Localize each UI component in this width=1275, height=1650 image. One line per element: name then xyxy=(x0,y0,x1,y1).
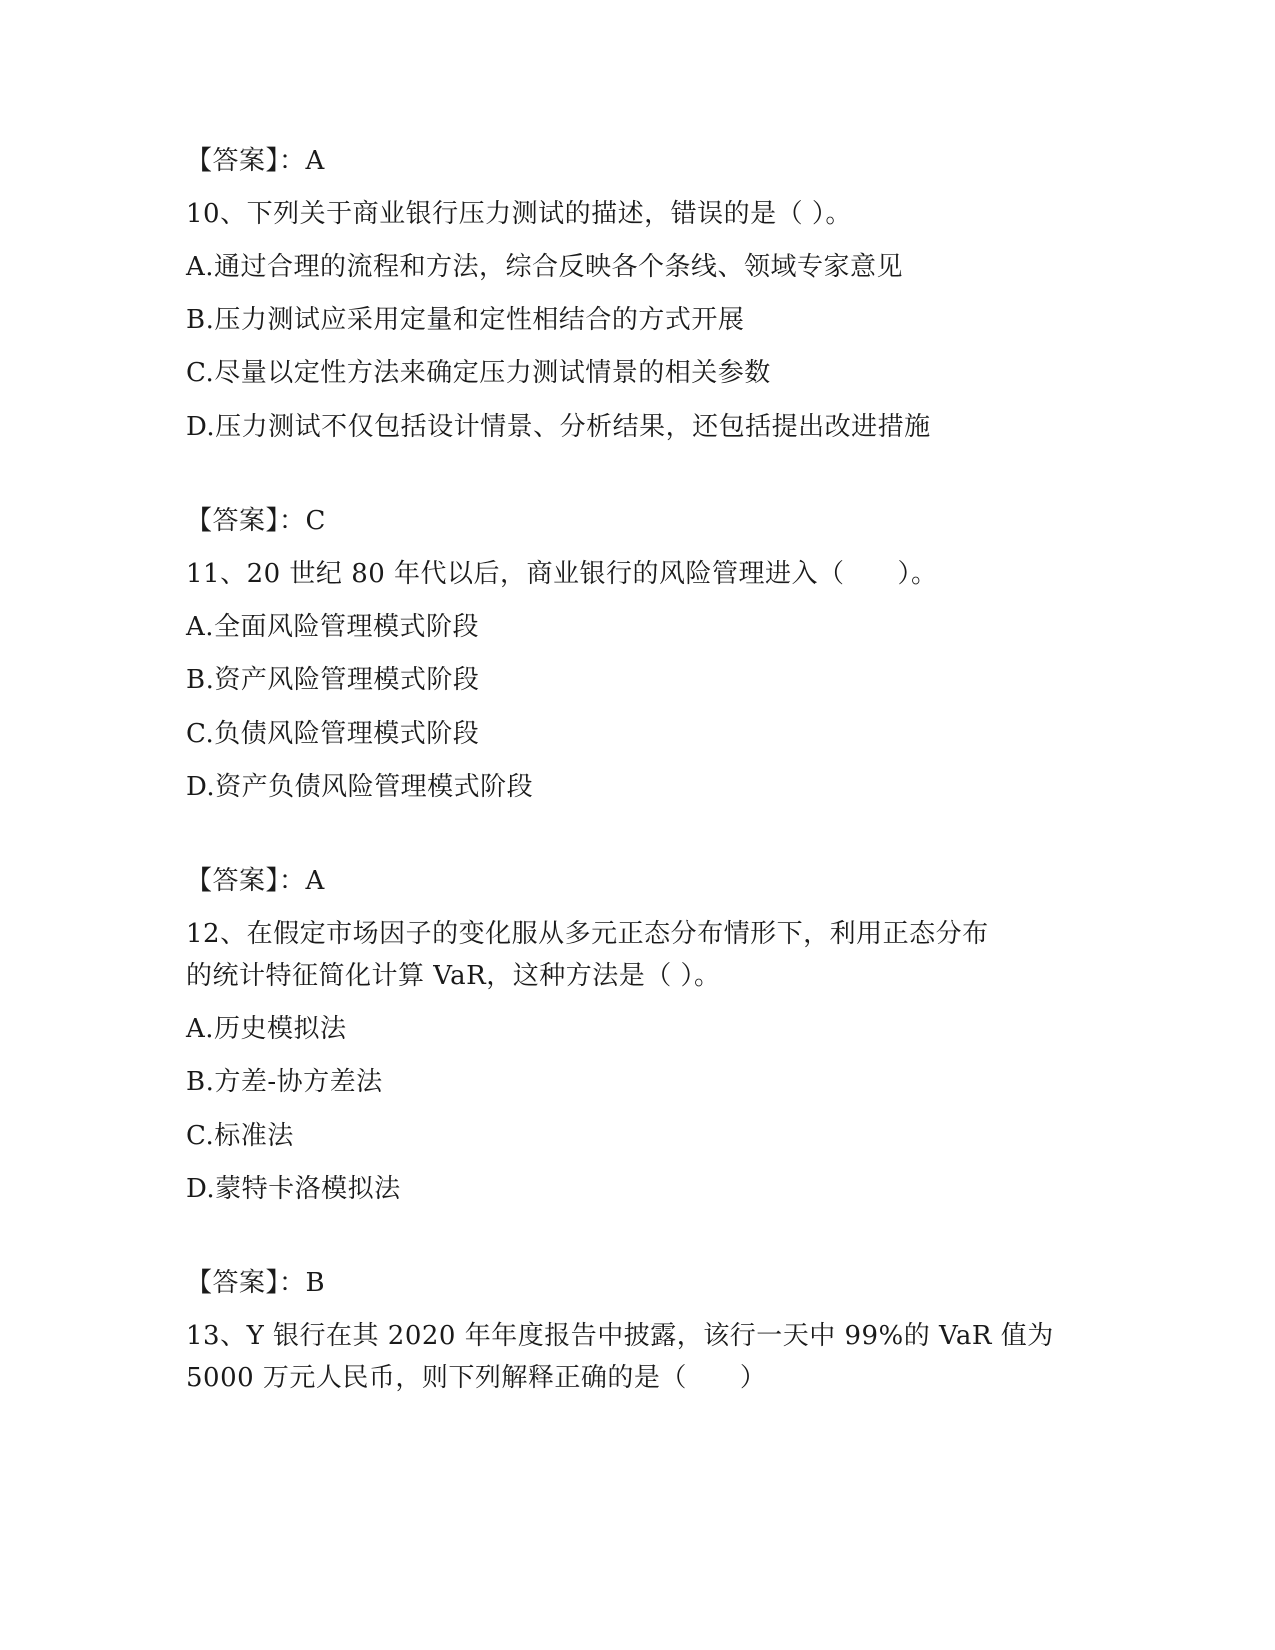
question-12-option-c: C.标准法 xyxy=(186,1121,294,1151)
question-11-option-d: D.资产负债风险管理模式阶段 xyxy=(186,772,534,802)
question-11-option-b: B.资产风险管理模式阶段 xyxy=(186,665,480,695)
question-12-stem-line-1: 12、在假定市场因子的变化服从多元正态分布情形下，利用正态分布 xyxy=(186,919,989,949)
question-10-option-b: B.压力测试应采用定量和定性相结合的方式开展 xyxy=(186,305,745,335)
question-10-option-a: A.通过合理的流程和方法，综合反映各个条线、领域专家意见 xyxy=(186,252,904,282)
question-10-option-c: C.尽量以定性方法来确定压力测试情景的相关参数 xyxy=(186,358,771,388)
question-11-option-a: A.全面风险管理模式阶段 xyxy=(186,612,480,642)
answer-q9: 【答案】：A xyxy=(186,146,325,176)
question-12-option-a: A.历史模拟法 xyxy=(186,1014,347,1044)
answer-q10: 【答案】：C xyxy=(186,506,326,536)
question-12-option-b: B.方差-协方差法 xyxy=(186,1067,383,1097)
question-10-option-d: D.压力测试不仅包括设计情景、分析结果，还包括提出改进措施 xyxy=(186,412,931,442)
question-12-option-d: D.蒙特卡洛模拟法 xyxy=(186,1174,401,1204)
question-13-stem-line-1: 13、Y 银行在其 2020 年年度报告中披露，该行一天中 99%的 VaR 值为 xyxy=(186,1321,1054,1351)
question-11-stem: 11、20 世纪 80 年代以后，商业银行的风险管理进入（ ）。 xyxy=(186,559,938,589)
question-10-stem: 10、下列关于商业银行压力测试的描述，错误的是（ ）。 xyxy=(186,199,852,229)
answer-q11: 【答案】：A xyxy=(186,866,325,896)
answer-q12: 【答案】：B xyxy=(186,1268,326,1298)
question-11-option-c: C.负债风险管理模式阶段 xyxy=(186,719,480,749)
question-12-stem-line-2: 的统计特征简化计算 VaR，这种方法是（ ）。 xyxy=(186,961,721,991)
question-13-stem-line-2: 5000 万元人民币，则下列解释正确的是（ ） xyxy=(186,1363,767,1393)
